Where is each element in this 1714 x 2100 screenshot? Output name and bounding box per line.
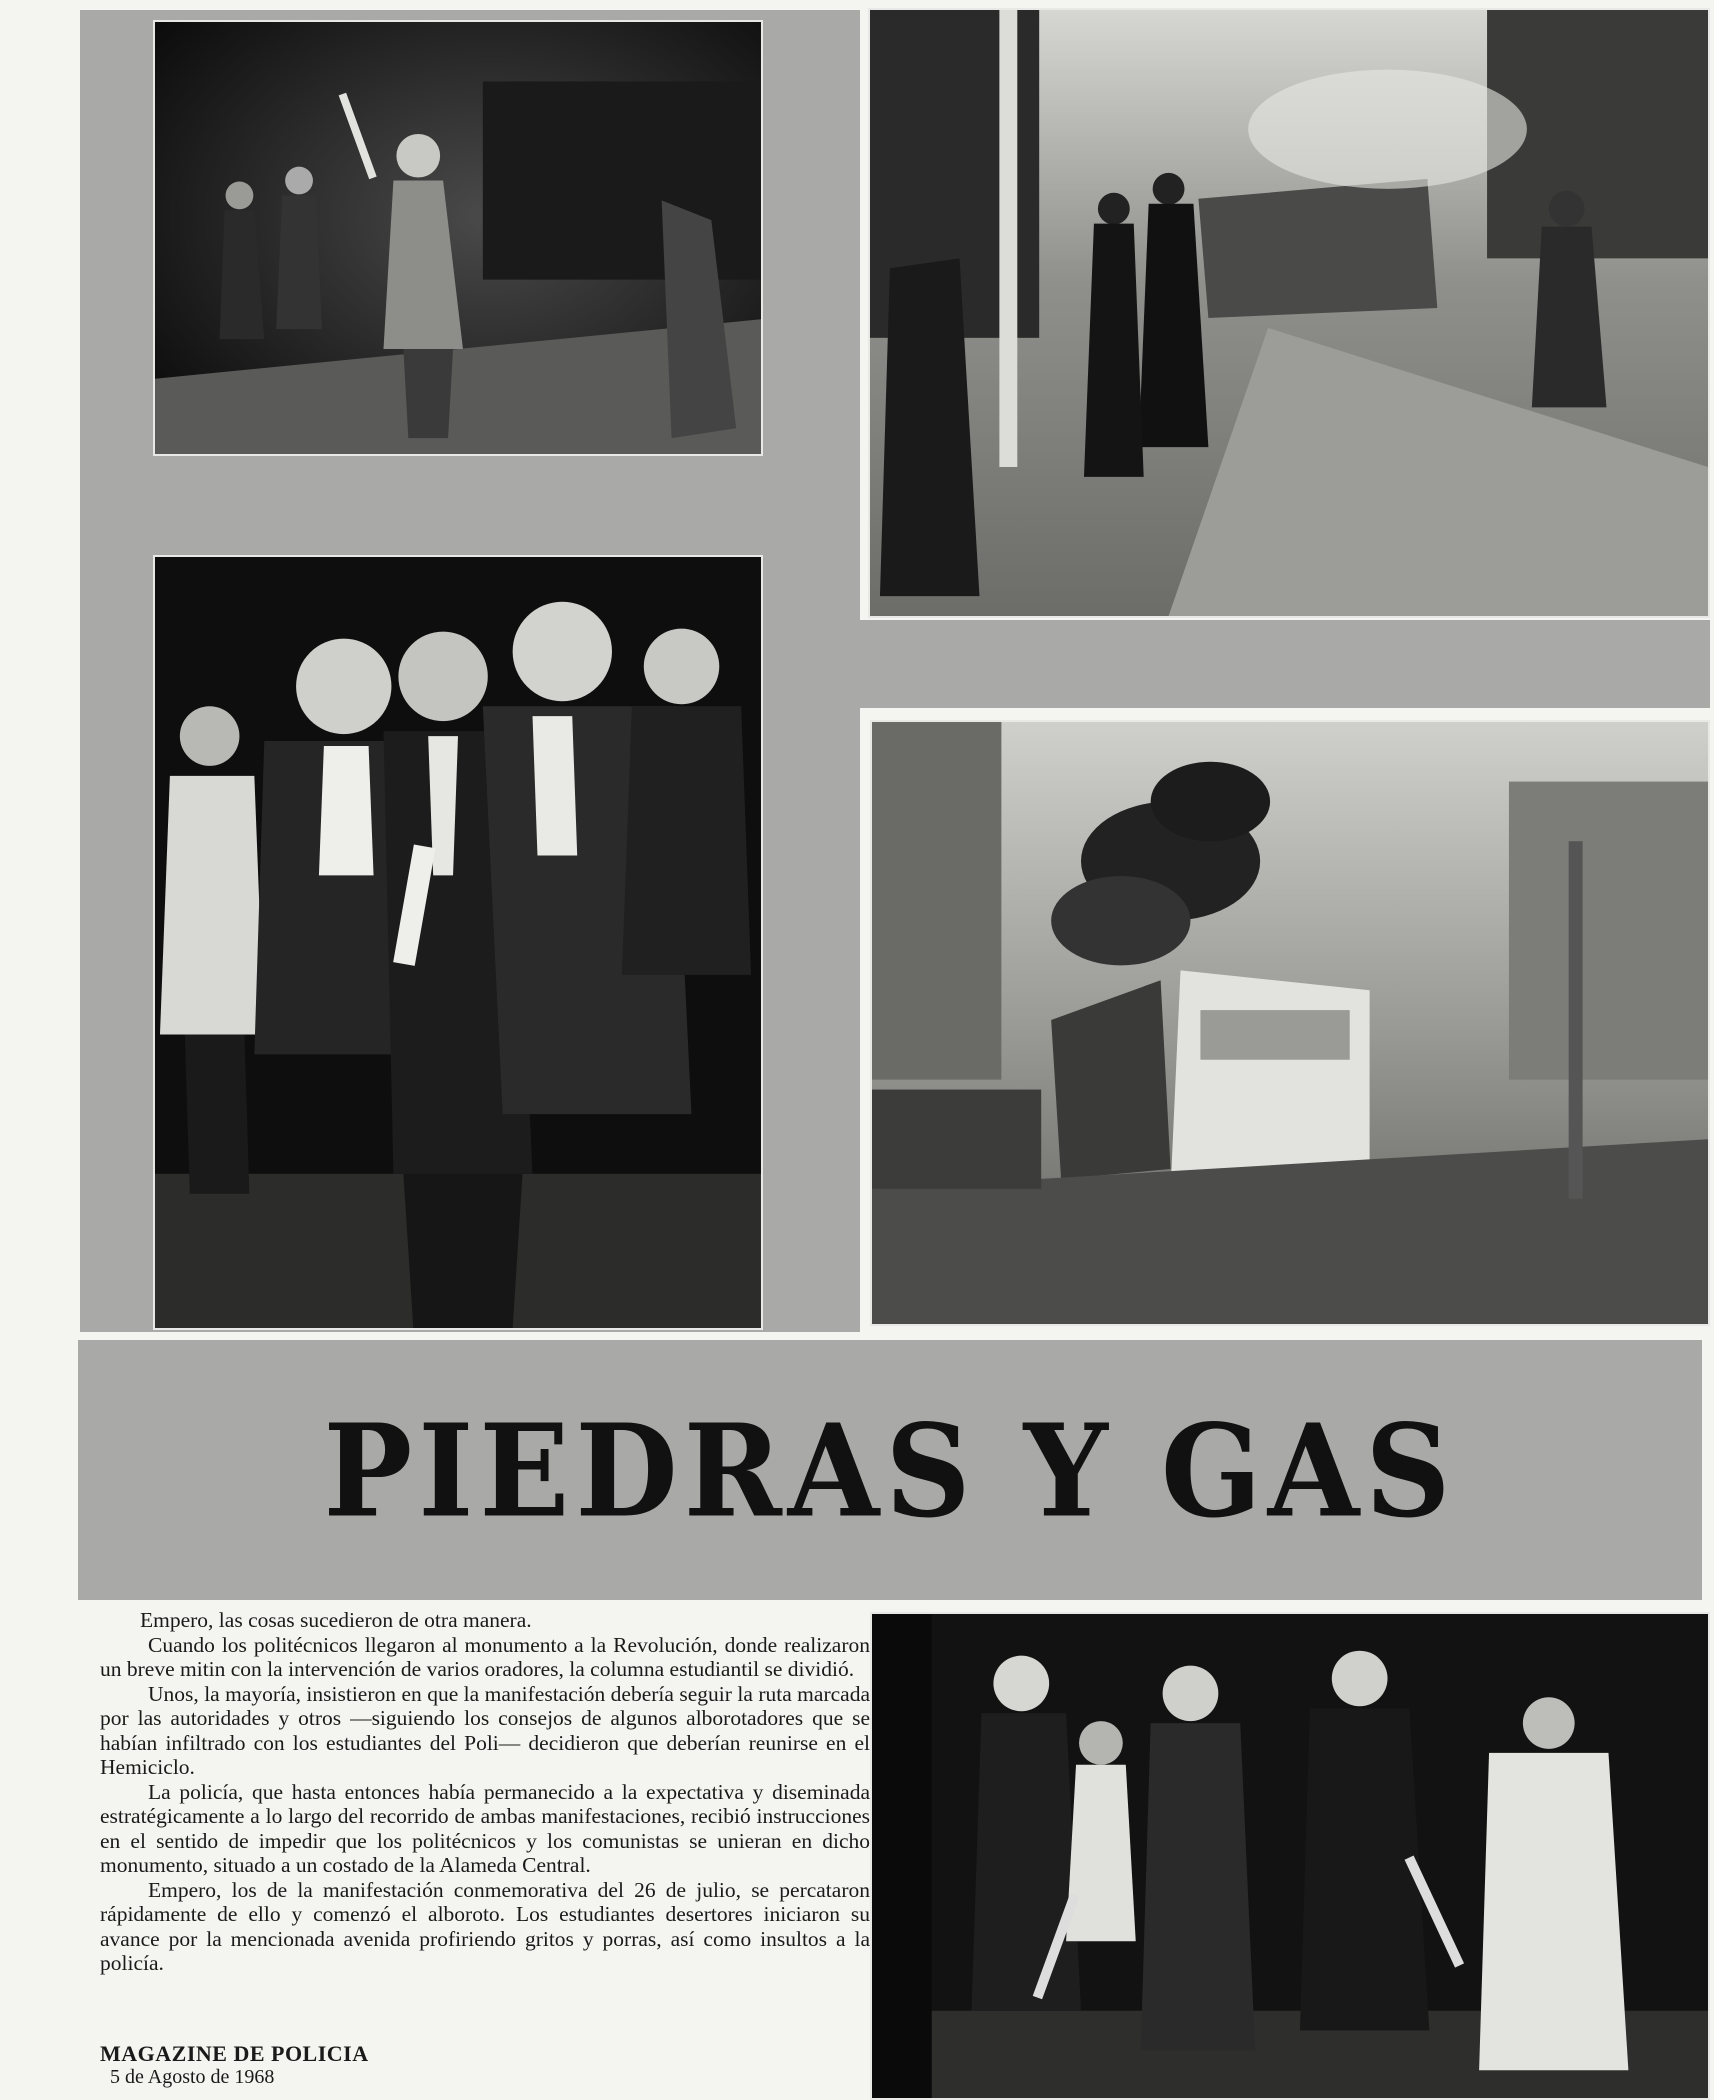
article-paragraph-3: Unos, la mayoría, insistieron en que la manifestación debería seguir la ruta marcada por las autoridades y otros —siguiendo los consejos de algunos alborotadores que se habían infiltrado con los estudiantes del Poli— decidieron que deberían reunirse en el Hemiciclo. xyxy=(100,1681,870,1779)
article-paragraph-4: La policía, que hasta entonces había permanecido a la expectativa y diseminada estratégicamente a lo largo del recorrido de ambas manifestaciones, recibió instrucciones en el sentido de impedir que los politécnicos y los comunistas se unieran en dicho monumento, situado a un costado de la Alameda Central. xyxy=(100,1779,870,1877)
photo-burning-bus xyxy=(870,720,1710,1326)
magazine-name: MAGAZINE DE POLICIA xyxy=(100,2041,369,2066)
article-paragraph-2: Cuando los politécnicos llegaron al monumento a la Revolución, donde realizaron un breve mitin con la intervención de varios oradores, la columna estudiantil se dividió. xyxy=(100,1632,870,1681)
article-body xyxy=(100,1608,870,1976)
headline-title: PIEDRAS Y GAS xyxy=(323,1394,1457,1546)
police-clash-photo-icon xyxy=(872,1614,1708,2098)
arrest-photo-icon xyxy=(155,557,761,1328)
photo-police-clash xyxy=(870,1612,1710,2100)
photo-arrest xyxy=(153,555,763,1330)
headline-band xyxy=(78,1340,1702,1600)
burning-bus-photo-icon xyxy=(872,722,1708,1324)
article-paragraph-1: Empero, las cosas sucedieron de otra manera. xyxy=(140,1608,532,1632)
right-gray-strip xyxy=(860,620,1710,708)
photo-street-riot xyxy=(868,8,1710,618)
police-baton-photo-icon xyxy=(155,22,761,454)
photo-police-baton xyxy=(153,20,763,456)
article-paragraph-5: Empero, los de la manifestación conmemorativa del 26 de julio, se percataron rápidamente de ello y comenzó el alboroto. Los estudiantes desertores iniciaron su avance por la mencionada avenida profiriendo gritos y porras, así como insultos a la policía. xyxy=(100,1877,870,1975)
issue-date: 5 de Agosto de 1968 xyxy=(110,2066,275,2088)
page-footer xyxy=(100,2042,369,2088)
street-riot-photo-icon xyxy=(870,10,1708,616)
